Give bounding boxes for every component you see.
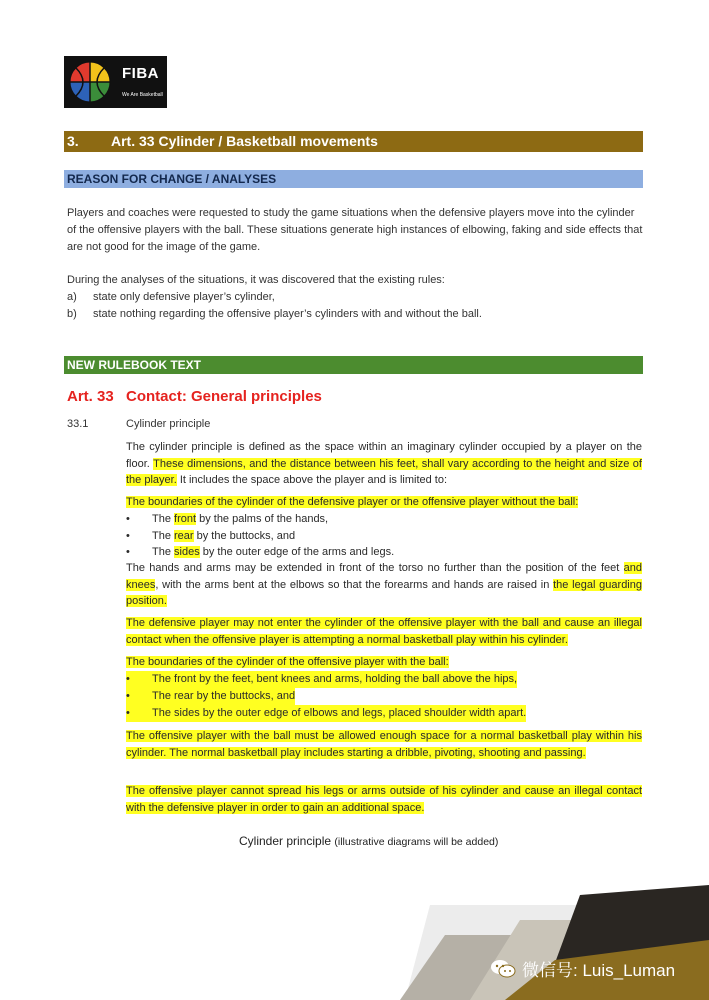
list-text: state nothing regarding the offensive player’s cylinders with and without the ball. (93, 308, 482, 320)
highlighted-text: the legal guarding position. (126, 578, 642, 607)
bullet-icon: • (126, 690, 130, 702)
caption-main: Cylinder principle (239, 834, 332, 848)
wechat-icon (490, 959, 516, 979)
article-title: Contact: General principles (126, 388, 322, 405)
bullet-item: • The front by the palms of the hands, (126, 511, 328, 528)
highlighted-text: The boundaries of the cylinder of the offensive player with the ball: (126, 656, 449, 668)
logo-tagline: We Are Basketball (122, 92, 163, 98)
new-rulebook-heading: NEW RULEBOOK TEXT (64, 356, 643, 374)
highlighted-text: and knees (126, 562, 642, 591)
caption-note: (illustrative diagrams will be added) (334, 836, 499, 848)
bullet-icon: • (126, 513, 130, 525)
subsection-title: Cylinder principle (126, 418, 211, 430)
watermark-text: 微信号: Luis_Luman (522, 961, 676, 980)
list-marker: b) (67, 308, 77, 320)
highlighted-text: These dimensions, and the distance between his feet, shall vary according to the height and size of the player. (126, 457, 642, 486)
highlighted-text: The offensive player with the ball must be allowed enough space for a normal basketball play within his cylinder. The normal basketball play includes starting a dribble, pivoting, shooting and passing. (126, 730, 642, 759)
list-marker: a) (67, 291, 77, 303)
reason-paragraph-2: During the analyses of the situations, it was discovered that the existing rules: (67, 274, 445, 286)
wechat-watermark (490, 956, 675, 981)
bullet-item: • The rear by the buttocks, and (126, 688, 295, 705)
bullet-item: • The front by the feet, bent knees and arms, holding the ball above the hips, (126, 671, 517, 688)
rule-paragraph-hands-arms: The hands and arms may be extended in front of the torso no further than the position of the feet and knees, with the arms bent at the elbows so that the forearms and hands are raised in the legal guarding position. (126, 562, 642, 607)
reason-paragraph-1: Players and coaches were requested to study the game situations when the defensive players move into the cylinder of the offensive players with the ball. These situations generate high instances of elbowing, faking and side effects that are not good for the image of the game. (67, 207, 643, 253)
section-number: 3. (67, 133, 79, 149)
bullet-item: • The sides by the outer edge of elbows and legs, placed shoulder width apart. (126, 705, 526, 722)
bullet-icon: • (126, 673, 130, 685)
highlighted-text: rear (174, 530, 194, 542)
reason-heading: REASON FOR CHANGE / ANALYSES (64, 170, 643, 188)
bullet-item: • The rear by the buttocks, and (126, 528, 295, 545)
bullet-icon: • (126, 530, 130, 542)
list-text: state only defensive player’s cylinder, (93, 291, 275, 303)
highlighted-text: The defensive player may not enter the cylinder of the offensive player with the ball and cause an illegal contact when the offensive player is attempting a normal basketball play within his cylinder. (126, 617, 642, 646)
bullet-item: • The sides by the outer edge of the arms and legs. (126, 544, 394, 561)
bullet-icon: • (126, 707, 130, 719)
rule-text: The cylinder principle is defined as the space within an imaginary cylinder occupied by a player on the floor. (126, 441, 642, 470)
highlighted-text: sides (174, 546, 200, 558)
section-title: Art. 33 Cylinder / Basketball movements (111, 133, 378, 149)
article-number: Art. 33 (67, 388, 114, 405)
rule-text: It includes the space above the player and is limited to: (176, 474, 448, 486)
highlighted-text: front (174, 513, 197, 525)
subsection-number: 33.1 (67, 418, 89, 430)
logo-brand-text: FIBA (122, 65, 159, 82)
bullet-icon: • (126, 546, 130, 558)
highlighted-text: The offensive player cannot spread his legs or arms outside of his cylinder and cause an illegal contact with the defensive player in order to gain an additional space. (126, 785, 642, 814)
highlighted-text: The boundaries of the cylinder of the defensive player or the offensive player without the ball: (126, 496, 579, 508)
